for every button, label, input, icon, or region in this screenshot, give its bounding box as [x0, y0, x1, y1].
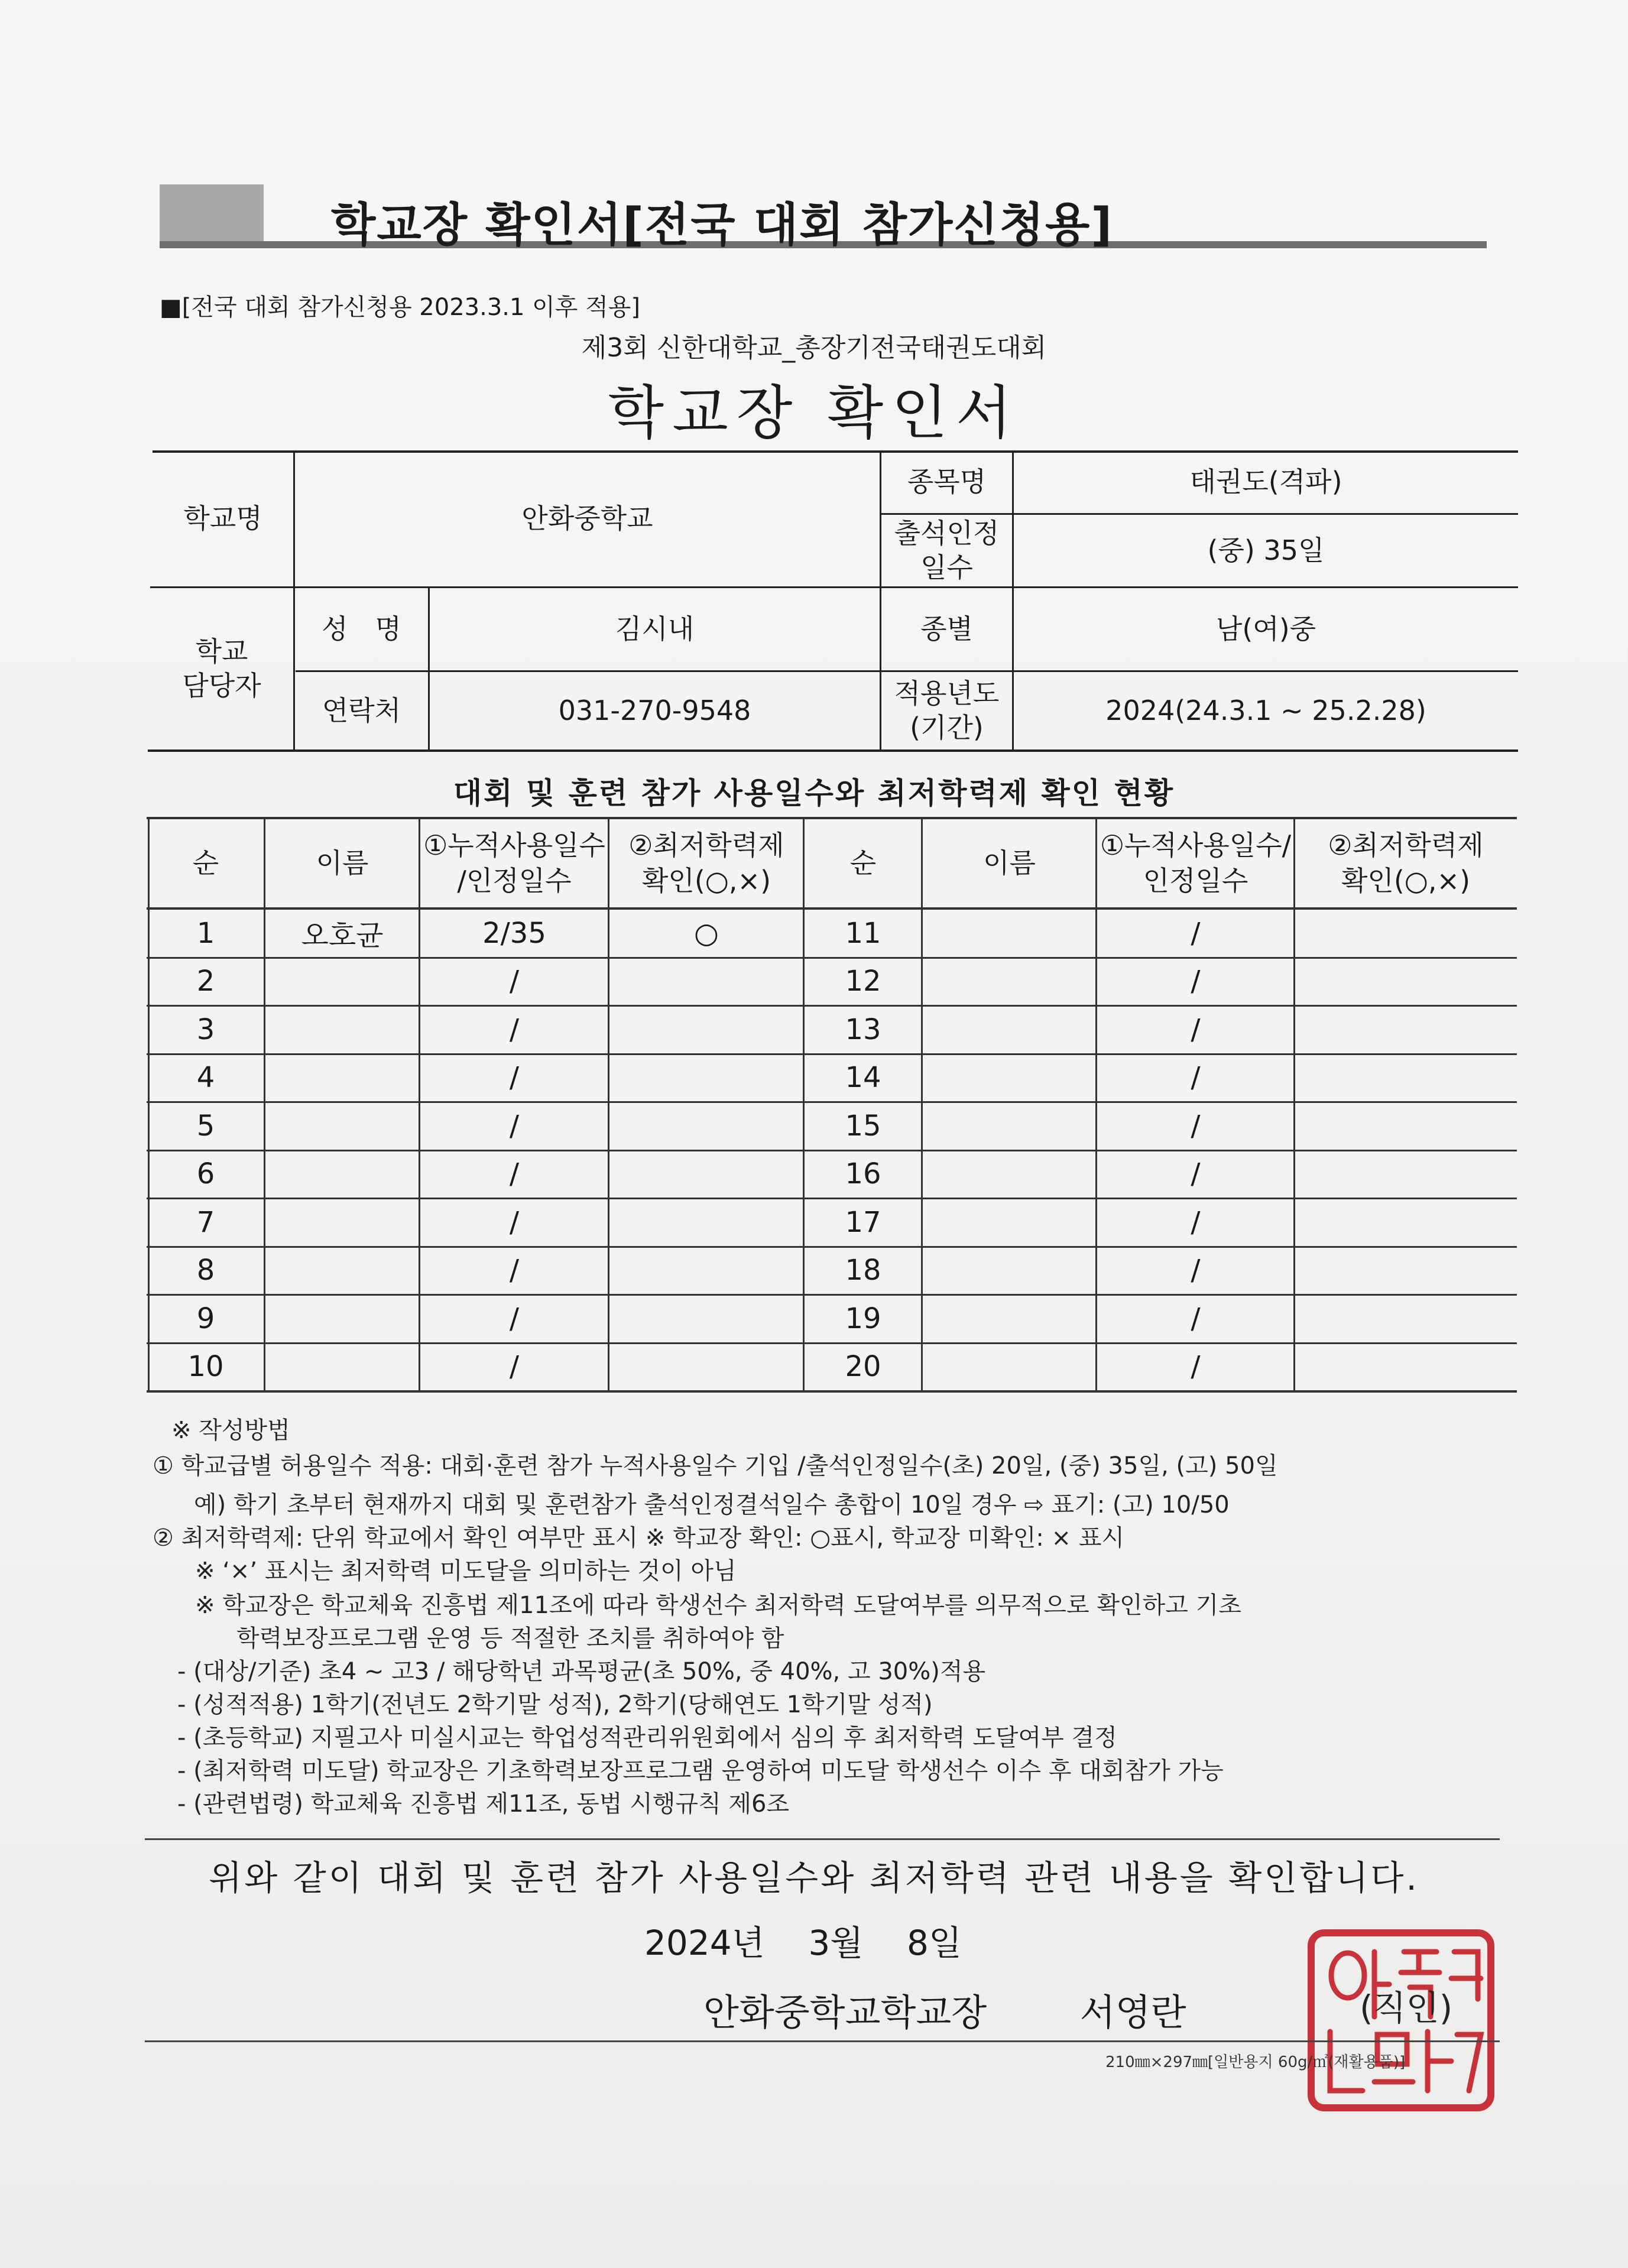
main-title: 학교장 확인서[전국 대회 참가신청용] [331, 199, 1113, 252]
athlete-name [922, 1054, 1097, 1102]
min-academic-check [1295, 1054, 1517, 1102]
contact-value: 031-270-9548 [558, 694, 751, 726]
min-academic-check [1295, 1102, 1517, 1150]
row-number: 14 [845, 1061, 881, 1095]
col-header-min-right [1295, 819, 1517, 907]
year-value: 2024(24.3.1 ~ 25.2.28) [1105, 694, 1426, 726]
athlete-name [265, 1102, 420, 1150]
principal-signature: 안화중학교학교장 서영란 [703, 1991, 1186, 2034]
event-subtitle: 제3회 신한대학교_총장기전국태권도대회 [581, 333, 1047, 363]
col-header-min-right-line1: ②최저학력제 [1328, 829, 1484, 861]
athlete-name [922, 910, 1097, 957]
used-days: 2/35 [482, 916, 546, 950]
attend-label [881, 515, 1012, 586]
col-header-days-right-line1: ①누적사용일수/ [1100, 829, 1292, 861]
note-line: ※ ‘×’ 표시는 최저학력 미도달을 의미하는 것이 아님 [195, 1558, 737, 1585]
min-academic-check [609, 1295, 804, 1342]
min-academic-check [609, 1006, 804, 1053]
note-line: - (초등학교) 지필고사 미실시교는 학업성적관리위원회에서 심의 후 최저학력 도달여부 결정 [177, 1724, 1117, 1751]
row-number: 17 [845, 1205, 881, 1239]
min-academic-check [1295, 1344, 1517, 1391]
min-academic-check [1295, 1006, 1517, 1053]
manager-label-line2: 담당자 [182, 669, 261, 702]
title-bar-block [160, 184, 264, 244]
min-academic-check [609, 1151, 804, 1198]
issue-date: 2024년 3월 8일 [644, 1923, 962, 1963]
row-number: 15 [845, 1109, 881, 1143]
year-label-line1: 적용년도 [894, 677, 1000, 709]
note-line: - (대상/기준) 초4 ~ 고3 / 해당학년 과목평균(초 50%, 중 40%, 고 30%)적용 [177, 1658, 986, 1685]
paper-spec: 210㎜×297㎜[일반용지 60g/㎡(재활용품)] [1105, 2053, 1406, 2071]
gender-value: 남(여)중 [1215, 612, 1316, 645]
athlete-name [922, 1006, 1097, 1053]
min-academic-check [1295, 958, 1517, 1005]
min-academic-check [609, 1247, 804, 1294]
used-days: / [509, 1109, 520, 1143]
year-label [881, 672, 1012, 749]
row-number: 18 [845, 1254, 881, 1287]
note-line: ① 학교급별 허용일수 적용: 대회·훈련 참가 누적사용일수 기입 /출석인정일수(초) 20일, (중) 35일, (고) 50일 [153, 1452, 1278, 1479]
school-label: 학교명 [183, 502, 262, 535]
athlete-name [922, 1247, 1097, 1294]
used-days: / [1191, 1061, 1201, 1095]
used-days: / [1191, 1254, 1201, 1287]
year-label-line2: (기간) [910, 711, 984, 744]
col-header-no: 순 [192, 846, 219, 879]
used-days: / [509, 1013, 520, 1046]
school-value: 안화중학교 [521, 502, 653, 535]
row-number: 13 [845, 1013, 881, 1046]
row-number: 2 [196, 965, 215, 998]
athlete-name [265, 1151, 420, 1198]
min-academic-check [1295, 1199, 1517, 1246]
min-academic-check [1295, 1151, 1517, 1198]
used-days: / [1191, 1350, 1201, 1384]
row-number: 1 [196, 916, 215, 950]
attend-label-line1: 출석인정 [894, 517, 1000, 549]
athlete-name: 오호균 [301, 919, 384, 953]
row-number: 3 [196, 1013, 215, 1046]
note-line: - (최저학력 미도달) 학교장은 기초학력보장프로그램 운영하여 미도달 학생선수 이수 후 대회참가 가능 [177, 1757, 1224, 1784]
row-number: 9 [196, 1302, 215, 1335]
athlete-name [922, 1199, 1097, 1246]
document-title: 학교장 확인서 [608, 379, 1020, 447]
min-academic-check [609, 958, 804, 1005]
col-header-name: 이름 [316, 846, 369, 879]
athlete-name [265, 1247, 420, 1294]
min-academic-check [1295, 1295, 1517, 1342]
used-days: / [1191, 916, 1201, 950]
used-days: / [1191, 1109, 1201, 1143]
row-number: 6 [196, 1157, 215, 1191]
col-header-no-right: 순 [849, 846, 877, 879]
note-line: - (관련법령) 학교체육 진흥법 제11조, 동법 시행규칙 제6조 [177, 1790, 790, 1818]
athlete-name [922, 1295, 1097, 1342]
row-number: 7 [196, 1205, 215, 1239]
contact-label: 연락처 [322, 694, 401, 726]
col-header-min [609, 819, 804, 907]
min-academic-check [1295, 910, 1517, 957]
row-number: 5 [196, 1109, 215, 1143]
event-label: 종목명 [907, 466, 987, 498]
athlete-name [265, 1199, 420, 1246]
footer-rule [145, 1838, 1500, 1840]
manager-label [150, 588, 293, 749]
used-days: / [1191, 1205, 1201, 1239]
athlete-name [265, 1344, 420, 1391]
note-line: 예) 학기 초부터 현재까지 대회 및 훈련참가 출석인정결석일수 총합이 10일 경우 ⇨ 표기: (고) 10/50 [194, 1491, 1230, 1519]
col-header-name-right: 이름 [983, 846, 1036, 879]
status-title: 대회 및 훈련 참가 사용일수와 최저학력제 확인 현황 [453, 776, 1175, 810]
attend-value: (중) 35일 [1207, 534, 1325, 566]
used-days: / [1191, 1302, 1201, 1335]
min-academic-check: ○ [694, 916, 719, 950]
manager-label-line1: 학교 [195, 635, 248, 667]
used-days: / [509, 1254, 520, 1287]
athlete-name [265, 1054, 420, 1102]
row-number: 4 [196, 1061, 215, 1095]
col-header-days [420, 819, 609, 907]
col-header-days-line1: ①누적사용일수 [423, 829, 605, 861]
min-academic-check [609, 1199, 804, 1246]
row-number: 16 [845, 1157, 881, 1191]
note-line: 학력보장프로그램 운영 등 적절한 조치를 취하여야 함 [236, 1625, 784, 1652]
min-academic-check [609, 1054, 804, 1102]
used-days: / [509, 965, 520, 998]
athlete-name [265, 1295, 420, 1342]
col-header-min-line1: ②최저학력제 [628, 829, 784, 861]
row-number: 20 [845, 1350, 881, 1384]
rule-note: ■[전국 대회 참가신청용 2023.3.1 이후 적용] [160, 294, 641, 321]
athlete-name [922, 1151, 1097, 1198]
note-line: ※ 학교장은 학교체육 진흥법 제11조에 따라 학생선수 최저학력 도달여부를 의무적으로 확인하고 기초 [195, 1592, 1241, 1619]
gender-label: 종별 [920, 612, 973, 645]
athlete-name [265, 1006, 420, 1053]
footer-bottom-rule [145, 2040, 1500, 2042]
col-header-days-right-line2: 인정일수 [1143, 864, 1248, 897]
athlete-name [265, 958, 420, 1005]
used-days: / [1191, 1013, 1201, 1046]
min-academic-check [609, 1102, 804, 1150]
min-academic-check [1295, 1247, 1517, 1294]
name-label: 성 명 [322, 612, 401, 645]
col-header-days-right [1097, 819, 1295, 907]
used-days: / [509, 1061, 520, 1095]
athlete-name [922, 1102, 1097, 1150]
used-days: / [509, 1302, 520, 1335]
row-number: 12 [845, 965, 881, 998]
row-number: 10 [187, 1350, 224, 1384]
row-number: 11 [845, 916, 881, 950]
event-value: 태권도(격파) [1189, 466, 1342, 498]
athlete-name [922, 1344, 1097, 1391]
status-row-line [147, 1390, 1517, 1393]
min-academic-check [609, 1344, 804, 1391]
col-header-days-line2: /인정일수 [457, 864, 572, 897]
col-header-min-right-line2: 확인(○,×) [1341, 864, 1471, 897]
used-days: / [1191, 1157, 1201, 1191]
row-number: 19 [845, 1302, 881, 1335]
used-days: / [1191, 965, 1201, 998]
col-header-min-line2: 확인(○,×) [641, 864, 771, 897]
used-days: / [509, 1350, 520, 1384]
note-line: - (성적적용) 1학기(전년도 2학기말 성적), 2학기(당해연도 1학기말 성적) [177, 1691, 933, 1718]
used-days: / [509, 1157, 520, 1191]
seal-label: (직인) [1360, 1988, 1453, 2028]
row-number: 8 [196, 1254, 215, 1287]
used-days: / [509, 1205, 520, 1239]
confirm-statement: 위와 같이 대회 및 훈련 참가 사용일수와 최저학력 관련 내용을 확인합니다. [209, 1858, 1419, 1898]
note-line: ※ 작성방법 [171, 1417, 290, 1444]
name-value: 김시내 [615, 612, 695, 645]
athlete-name [922, 958, 1097, 1005]
info-border-bottom [148, 749, 1518, 752]
note-line: ② 최저학력제: 단위 학교에서 확인 여부만 표시 ※ 학교장 확인: ○표시, 학교장 미확인: × 표시 [153, 1524, 1125, 1552]
attend-label-line2: 일수 [920, 551, 973, 583]
